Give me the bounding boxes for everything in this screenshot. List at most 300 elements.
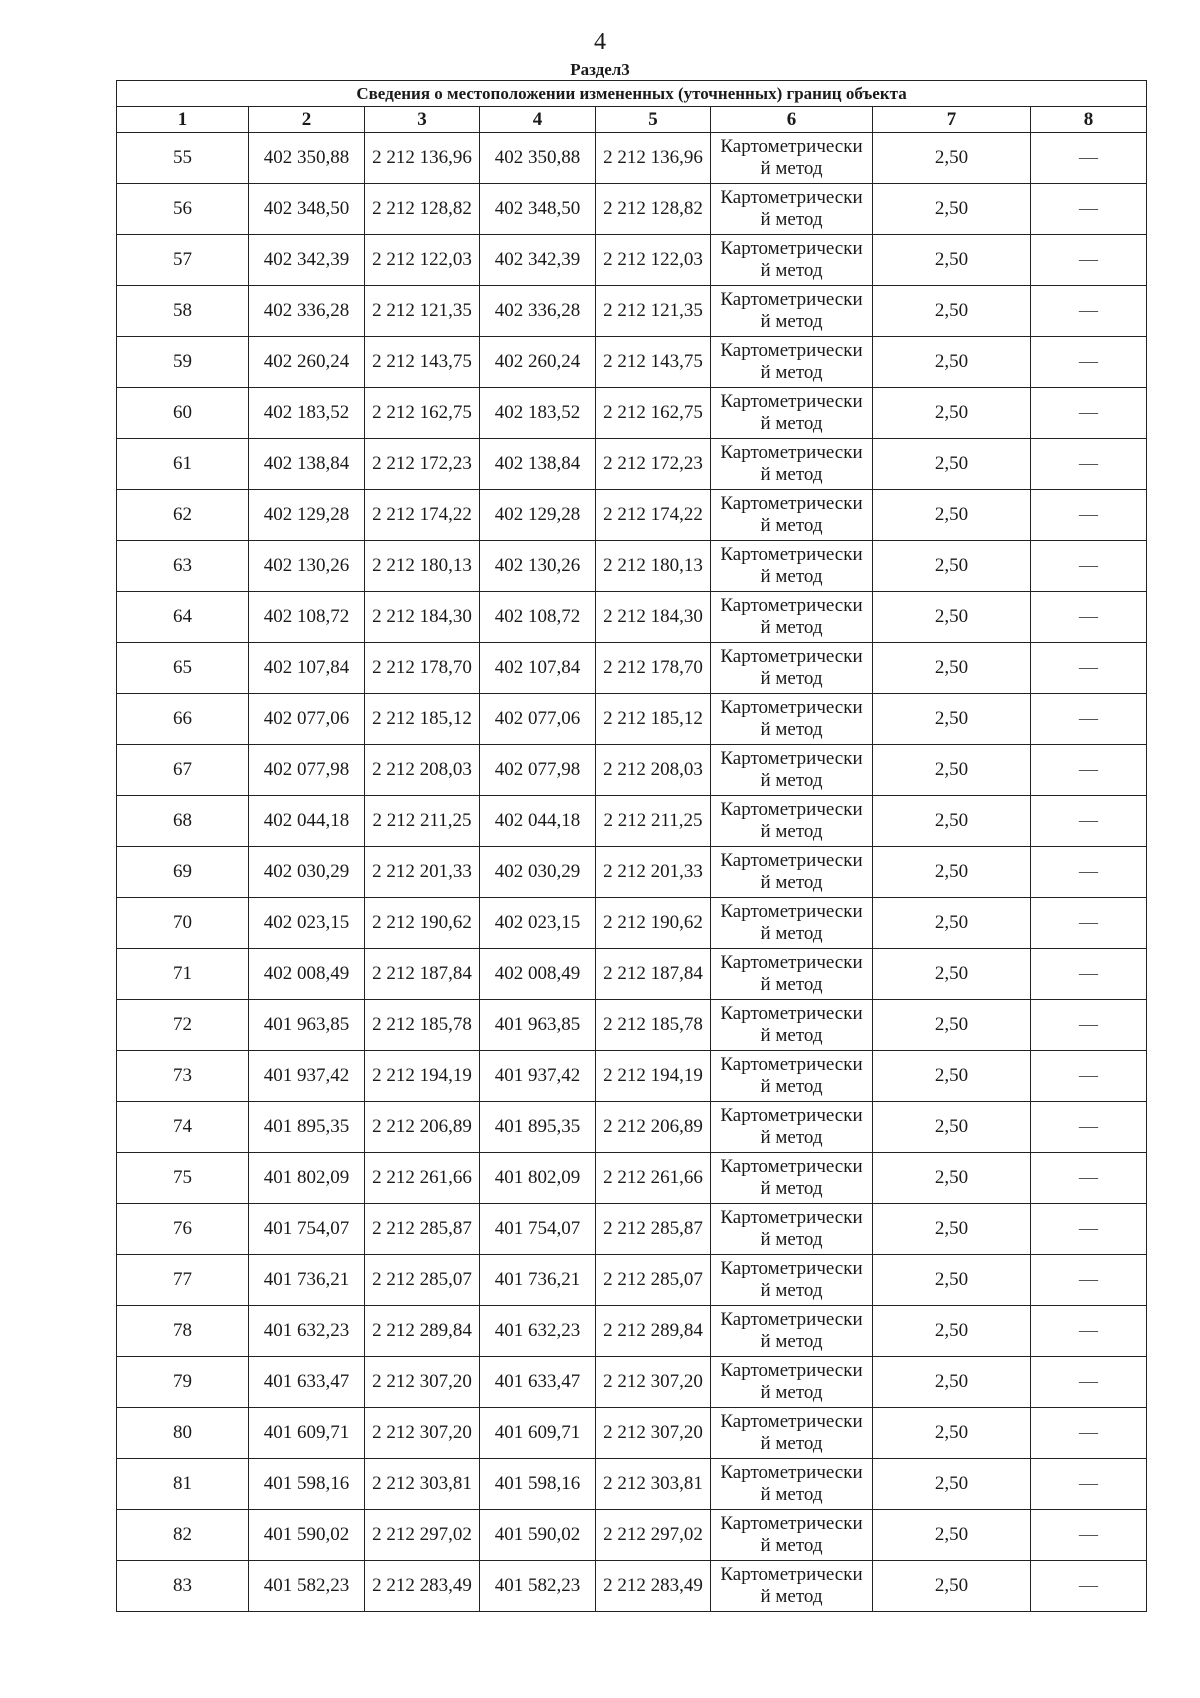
method-text-line1: Картометрически <box>720 1462 863 1483</box>
y-new-cell: 2 212 143,75 <box>596 337 711 388</box>
method-cell <box>711 694 873 745</box>
x-old-cell: 401 633,47 <box>249 1357 365 1408</box>
method-text-line1: Картометрически <box>720 1105 863 1126</box>
method-text-line1: Картометрически <box>720 1513 863 1534</box>
method-cell <box>711 643 873 694</box>
method-text-line1: Картометрически <box>720 442 863 463</box>
empty-mark-cell: — <box>1031 1510 1147 1561</box>
empty-mark-cell: — <box>1031 184 1147 235</box>
x-old-cell: 402 108,72 <box>249 592 365 643</box>
table-row <box>117 1561 1147 1612</box>
method-text-line1: Картометрически <box>720 1207 863 1228</box>
table-row <box>117 337 1147 388</box>
method-text-line2: й метод <box>760 719 823 740</box>
x-new-cell: 401 582,23 <box>480 1561 596 1612</box>
precision-cell: 2,50 <box>873 694 1031 745</box>
x-new-cell: 402 108,72 <box>480 592 596 643</box>
method-text-line2: й метод <box>760 668 823 689</box>
y-new-cell: 2 212 187,84 <box>596 949 711 1000</box>
method-text-line1: Картометрически <box>720 1156 863 1177</box>
precision-cell: 2,50 <box>873 1000 1031 1051</box>
method-text-line1: Картометрически <box>720 391 863 412</box>
y-old-cell: 2 212 184,30 <box>365 592 480 643</box>
precision-cell: 2,50 <box>873 337 1031 388</box>
y-old-cell: 2 212 201,33 <box>365 847 480 898</box>
method-text-line2: й метод <box>760 1025 823 1046</box>
x-new-cell: 402 077,98 <box>480 745 596 796</box>
method-text-line1: Картометрически <box>720 1411 863 1432</box>
method-text-line1: Картометрически <box>720 136 863 157</box>
y-new-cell: 2 212 185,12 <box>596 694 711 745</box>
x-old-cell: 401 963,85 <box>249 1000 365 1051</box>
method-cell <box>711 1357 873 1408</box>
method-cell <box>711 1102 873 1153</box>
table-row <box>117 184 1147 235</box>
x-new-cell: 402 348,50 <box>480 184 596 235</box>
precision-cell: 2,50 <box>873 847 1031 898</box>
point-number-cell: 82 <box>117 1510 249 1561</box>
x-new-cell: 402 107,84 <box>480 643 596 694</box>
table-row <box>117 745 1147 796</box>
point-number-cell: 81 <box>117 1459 249 1510</box>
precision-cell: 2,50 <box>873 796 1031 847</box>
x-old-cell: 401 590,02 <box>249 1510 365 1561</box>
x-old-cell: 402 077,06 <box>249 694 365 745</box>
empty-mark-cell: — <box>1031 337 1147 388</box>
precision-cell: 2,50 <box>873 439 1031 490</box>
column-header: 6 <box>711 107 873 133</box>
y-new-cell: 2 212 206,89 <box>596 1102 711 1153</box>
y-new-cell: 2 212 283,49 <box>596 1561 711 1612</box>
x-old-cell: 402 008,49 <box>249 949 365 1000</box>
column-header-row <box>117 107 1147 133</box>
point-number-cell: 72 <box>117 1000 249 1051</box>
empty-mark-cell: — <box>1031 1153 1147 1204</box>
x-old-cell: 402 260,24 <box>249 337 365 388</box>
point-number-cell: 58 <box>117 286 249 337</box>
x-old-cell: 402 023,15 <box>249 898 365 949</box>
method-cell <box>711 592 873 643</box>
y-old-cell: 2 212 174,22 <box>365 490 480 541</box>
method-text-line2: й метод <box>760 1586 823 1607</box>
x-old-cell: 401 632,23 <box>249 1306 365 1357</box>
empty-mark-cell: — <box>1031 592 1147 643</box>
x-old-cell: 401 754,07 <box>249 1204 365 1255</box>
table-row <box>117 490 1147 541</box>
method-text-line2: й метод <box>760 770 823 791</box>
table-row <box>117 1153 1147 1204</box>
method-cell <box>711 541 873 592</box>
precision-cell: 2,50 <box>873 949 1031 1000</box>
method-cell <box>711 1459 873 1510</box>
method-text-line1: Картометрически <box>720 646 863 667</box>
point-number-cell: 64 <box>117 592 249 643</box>
precision-cell: 2,50 <box>873 1204 1031 1255</box>
x-new-cell: 402 030,29 <box>480 847 596 898</box>
y-new-cell: 2 212 180,13 <box>596 541 711 592</box>
method-text-line2: й метод <box>760 1178 823 1199</box>
method-cell <box>711 337 873 388</box>
empty-mark-cell: — <box>1031 286 1147 337</box>
y-new-cell: 2 212 261,66 <box>596 1153 711 1204</box>
column-header: 4 <box>480 107 596 133</box>
y-old-cell: 2 212 307,20 <box>365 1408 480 1459</box>
y-old-cell: 2 212 172,23 <box>365 439 480 490</box>
point-number-cell: 57 <box>117 235 249 286</box>
x-old-cell: 402 342,39 <box>249 235 365 286</box>
method-cell <box>711 898 873 949</box>
method-text-line2: й метод <box>760 1280 823 1301</box>
table-caption-row <box>117 81 1147 107</box>
point-number-cell: 71 <box>117 949 249 1000</box>
method-text-line1: Картометрически <box>720 748 863 769</box>
method-cell <box>711 1000 873 1051</box>
y-new-cell: 2 212 121,35 <box>596 286 711 337</box>
table-row <box>117 286 1147 337</box>
empty-mark-cell: — <box>1031 1204 1147 1255</box>
x-new-cell: 402 077,06 <box>480 694 596 745</box>
x-old-cell: 402 129,28 <box>249 490 365 541</box>
y-old-cell: 2 212 289,84 <box>365 1306 480 1357</box>
y-old-cell: 2 212 162,75 <box>365 388 480 439</box>
method-text-line1: Картометрически <box>720 952 863 973</box>
method-text-line1: Картометрически <box>720 238 863 259</box>
x-old-cell: 402 348,50 <box>249 184 365 235</box>
method-text-line2: й метод <box>760 617 823 638</box>
table-caption: Сведения о местоположении измененных (уточненных) границ объекта <box>117 81 1147 107</box>
y-old-cell: 2 212 303,81 <box>365 1459 480 1510</box>
x-old-cell: 402 336,28 <box>249 286 365 337</box>
method-text-line2: й метод <box>760 1331 823 1352</box>
method-cell <box>711 235 873 286</box>
y-new-cell: 2 212 162,75 <box>596 388 711 439</box>
method-text-line2: й метод <box>760 1484 823 1505</box>
point-number-cell: 55 <box>117 133 249 184</box>
empty-mark-cell: — <box>1031 541 1147 592</box>
y-old-cell: 2 212 180,13 <box>365 541 480 592</box>
table-row <box>117 439 1147 490</box>
x-new-cell: 401 609,71 <box>480 1408 596 1459</box>
point-number-cell: 73 <box>117 1051 249 1102</box>
empty-mark-cell: — <box>1031 898 1147 949</box>
precision-cell: 2,50 <box>873 1561 1031 1612</box>
precision-cell: 2,50 <box>873 1153 1031 1204</box>
y-old-cell: 2 212 128,82 <box>365 184 480 235</box>
precision-cell: 2,50 <box>873 1306 1031 1357</box>
method-cell <box>711 1153 873 1204</box>
table-row <box>117 796 1147 847</box>
point-number-cell: 68 <box>117 796 249 847</box>
table-row <box>117 541 1147 592</box>
method-text-line1: Картометрически <box>720 289 863 310</box>
method-text-line2: й метод <box>760 1076 823 1097</box>
method-cell <box>711 1051 873 1102</box>
y-old-cell: 2 212 285,87 <box>365 1204 480 1255</box>
table-row <box>117 1204 1147 1255</box>
table-row <box>117 847 1147 898</box>
section-title: Раздел3 <box>570 60 630 79</box>
method-cell <box>711 490 873 541</box>
method-cell <box>711 796 873 847</box>
precision-cell: 2,50 <box>873 133 1031 184</box>
table-row <box>117 388 1147 439</box>
method-cell <box>711 184 873 235</box>
point-number-cell: 77 <box>117 1255 249 1306</box>
empty-mark-cell: — <box>1031 1051 1147 1102</box>
precision-cell: 2,50 <box>873 592 1031 643</box>
x-old-cell: 401 802,09 <box>249 1153 365 1204</box>
y-old-cell: 2 212 136,96 <box>365 133 480 184</box>
precision-cell: 2,50 <box>873 1102 1031 1153</box>
point-number-cell: 70 <box>117 898 249 949</box>
precision-cell: 2,50 <box>873 1051 1031 1102</box>
y-new-cell: 2 212 297,02 <box>596 1510 711 1561</box>
coordinates-table <box>116 80 1147 1612</box>
column-header: 7 <box>873 107 1031 133</box>
method-text-line2: й метод <box>760 311 823 332</box>
y-new-cell: 2 212 184,30 <box>596 592 711 643</box>
point-number-cell: 75 <box>117 1153 249 1204</box>
x-new-cell: 401 598,16 <box>480 1459 596 1510</box>
method-text-line1: Картометрически <box>720 1054 863 1075</box>
method-cell <box>711 1204 873 1255</box>
y-new-cell: 2 212 303,81 <box>596 1459 711 1510</box>
column-header: 5 <box>596 107 711 133</box>
method-cell <box>711 133 873 184</box>
x-old-cell: 401 895,35 <box>249 1102 365 1153</box>
y-old-cell: 2 212 297,02 <box>365 1510 480 1561</box>
table-row <box>117 1459 1147 1510</box>
method-cell <box>711 745 873 796</box>
method-text-line2: й метод <box>760 209 823 230</box>
point-number-cell: 80 <box>117 1408 249 1459</box>
column-header: 8 <box>1031 107 1147 133</box>
column-header: 3 <box>365 107 480 133</box>
y-new-cell: 2 212 178,70 <box>596 643 711 694</box>
method-text-line2: й метод <box>760 260 823 281</box>
x-old-cell: 402 138,84 <box>249 439 365 490</box>
x-new-cell: 401 754,07 <box>480 1204 596 1255</box>
method-text-line2: й метод <box>760 464 823 485</box>
x-old-cell: 401 736,21 <box>249 1255 365 1306</box>
method-text-line2: й метод <box>760 413 823 434</box>
x-new-cell: 402 336,28 <box>480 286 596 337</box>
y-new-cell: 2 212 136,96 <box>596 133 711 184</box>
precision-cell: 2,50 <box>873 898 1031 949</box>
y-new-cell: 2 212 211,25 <box>596 796 711 847</box>
table-row <box>117 898 1147 949</box>
precision-cell: 2,50 <box>873 388 1031 439</box>
point-number-cell: 83 <box>117 1561 249 1612</box>
x-old-cell: 402 030,29 <box>249 847 365 898</box>
empty-mark-cell: — <box>1031 1561 1147 1612</box>
method-text-line2: й метод <box>760 515 823 536</box>
method-text-line1: Картометрически <box>720 697 863 718</box>
method-cell <box>711 949 873 1000</box>
empty-mark-cell: — <box>1031 388 1147 439</box>
y-old-cell: 2 212 143,75 <box>365 337 480 388</box>
y-old-cell: 2 212 187,84 <box>365 949 480 1000</box>
method-cell <box>711 388 873 439</box>
point-number-cell: 66 <box>117 694 249 745</box>
x-new-cell: 402 129,28 <box>480 490 596 541</box>
table-body <box>117 133 1147 1612</box>
empty-mark-cell: — <box>1031 1306 1147 1357</box>
table-row <box>117 1051 1147 1102</box>
page-number: 4 <box>594 29 606 55</box>
x-old-cell: 402 044,18 <box>249 796 365 847</box>
method-cell <box>711 1561 873 1612</box>
method-cell <box>711 847 873 898</box>
y-new-cell: 2 212 122,03 <box>596 235 711 286</box>
method-cell <box>711 1255 873 1306</box>
precision-cell: 2,50 <box>873 490 1031 541</box>
method-text-line2: й метод <box>760 923 823 944</box>
y-old-cell: 2 212 190,62 <box>365 898 480 949</box>
y-new-cell: 2 212 185,78 <box>596 1000 711 1051</box>
table-row <box>117 1255 1147 1306</box>
table-row <box>117 592 1147 643</box>
empty-mark-cell: — <box>1031 1255 1147 1306</box>
y-old-cell: 2 212 185,78 <box>365 1000 480 1051</box>
method-text-line2: й метод <box>760 974 823 995</box>
y-old-cell: 2 212 211,25 <box>365 796 480 847</box>
precision-cell: 2,50 <box>873 1510 1031 1561</box>
precision-cell: 2,50 <box>873 643 1031 694</box>
y-new-cell: 2 212 201,33 <box>596 847 711 898</box>
x-new-cell: 402 350,88 <box>480 133 596 184</box>
x-new-cell: 402 044,18 <box>480 796 596 847</box>
x-new-cell: 402 130,26 <box>480 541 596 592</box>
y-old-cell: 2 212 194,19 <box>365 1051 480 1102</box>
table-row <box>117 1357 1147 1408</box>
y-new-cell: 2 212 285,87 <box>596 1204 711 1255</box>
precision-cell: 2,50 <box>873 745 1031 796</box>
table-row <box>117 1102 1147 1153</box>
column-header: 1 <box>117 107 249 133</box>
y-old-cell: 2 212 185,12 <box>365 694 480 745</box>
x-new-cell: 402 342,39 <box>480 235 596 286</box>
method-text-line2: й метод <box>760 1229 823 1250</box>
precision-cell: 2,50 <box>873 1408 1031 1459</box>
method-cell <box>711 1306 873 1357</box>
y-old-cell: 2 212 285,07 <box>365 1255 480 1306</box>
method-text-line1: Картометрически <box>720 1258 863 1279</box>
method-text-line1: Картометрически <box>720 187 863 208</box>
y-new-cell: 2 212 307,20 <box>596 1408 711 1459</box>
y-new-cell: 2 212 190,62 <box>596 898 711 949</box>
empty-mark-cell: — <box>1031 490 1147 541</box>
precision-cell: 2,50 <box>873 286 1031 337</box>
x-old-cell: 402 077,98 <box>249 745 365 796</box>
method-text-line2: й метод <box>760 1535 823 1556</box>
y-old-cell: 2 212 261,66 <box>365 1153 480 1204</box>
method-text-line1: Картометрически <box>720 1309 863 1330</box>
y-new-cell: 2 212 172,23 <box>596 439 711 490</box>
x-new-cell: 402 008,49 <box>480 949 596 1000</box>
method-text-line1: Картометрически <box>720 544 863 565</box>
empty-mark-cell: — <box>1031 694 1147 745</box>
x-new-cell: 402 260,24 <box>480 337 596 388</box>
table-row <box>117 1000 1147 1051</box>
empty-mark-cell: — <box>1031 1357 1147 1408</box>
method-cell <box>711 1408 873 1459</box>
precision-cell: 2,50 <box>873 541 1031 592</box>
x-old-cell: 401 598,16 <box>249 1459 365 1510</box>
empty-mark-cell: — <box>1031 1102 1147 1153</box>
x-new-cell: 402 138,84 <box>480 439 596 490</box>
x-new-cell: 401 633,47 <box>480 1357 596 1408</box>
table-row <box>117 133 1147 184</box>
y-new-cell: 2 212 289,84 <box>596 1306 711 1357</box>
method-text-line2: й метод <box>760 566 823 587</box>
empty-mark-cell: — <box>1031 796 1147 847</box>
method-text-line2: й метод <box>760 1127 823 1148</box>
precision-cell: 2,50 <box>873 1255 1031 1306</box>
y-old-cell: 2 212 178,70 <box>365 643 480 694</box>
point-number-cell: 62 <box>117 490 249 541</box>
precision-cell: 2,50 <box>873 235 1031 286</box>
point-number-cell: 61 <box>117 439 249 490</box>
method-text-line2: й метод <box>760 821 823 842</box>
method-text-line1: Картометрически <box>720 901 863 922</box>
y-new-cell: 2 212 174,22 <box>596 490 711 541</box>
method-text-line1: Картометрически <box>720 493 863 514</box>
point-number-cell: 63 <box>117 541 249 592</box>
method-text-line2: й метод <box>760 1382 823 1403</box>
method-text-line2: й метод <box>760 872 823 893</box>
method-text-line1: Картометрически <box>720 1360 863 1381</box>
x-new-cell: 401 963,85 <box>480 1000 596 1051</box>
x-new-cell: 401 590,02 <box>480 1510 596 1561</box>
y-new-cell: 2 212 307,20 <box>596 1357 711 1408</box>
x-new-cell: 401 632,23 <box>480 1306 596 1357</box>
x-old-cell: 401 582,23 <box>249 1561 365 1612</box>
method-text-line2: й метод <box>760 362 823 383</box>
method-cell <box>711 439 873 490</box>
empty-mark-cell: — <box>1031 133 1147 184</box>
x-new-cell: 401 937,42 <box>480 1051 596 1102</box>
empty-mark-cell: — <box>1031 949 1147 1000</box>
x-old-cell: 402 130,26 <box>249 541 365 592</box>
method-text-line1: Картометрически <box>720 595 863 616</box>
y-old-cell: 2 212 122,03 <box>365 235 480 286</box>
method-text-line1: Картометрически <box>720 340 863 361</box>
method-text-line2: й метод <box>760 1433 823 1454</box>
precision-cell: 2,50 <box>873 1357 1031 1408</box>
table-head <box>117 81 1147 133</box>
table-row <box>117 1306 1147 1357</box>
table-row <box>117 949 1147 1000</box>
y-old-cell: 2 212 208,03 <box>365 745 480 796</box>
y-old-cell: 2 212 121,35 <box>365 286 480 337</box>
table-row <box>117 1510 1147 1561</box>
method-text-line2: й метод <box>760 158 823 179</box>
x-new-cell: 402 023,15 <box>480 898 596 949</box>
y-new-cell: 2 212 208,03 <box>596 745 711 796</box>
x-new-cell: 401 895,35 <box>480 1102 596 1153</box>
point-number-cell: 69 <box>117 847 249 898</box>
point-number-cell: 65 <box>117 643 249 694</box>
column-header: 2 <box>249 107 365 133</box>
point-number-cell: 56 <box>117 184 249 235</box>
method-cell <box>711 286 873 337</box>
table-row <box>117 643 1147 694</box>
y-new-cell: 2 212 285,07 <box>596 1255 711 1306</box>
x-new-cell: 402 183,52 <box>480 388 596 439</box>
x-new-cell: 401 736,21 <box>480 1255 596 1306</box>
table-row <box>117 694 1147 745</box>
